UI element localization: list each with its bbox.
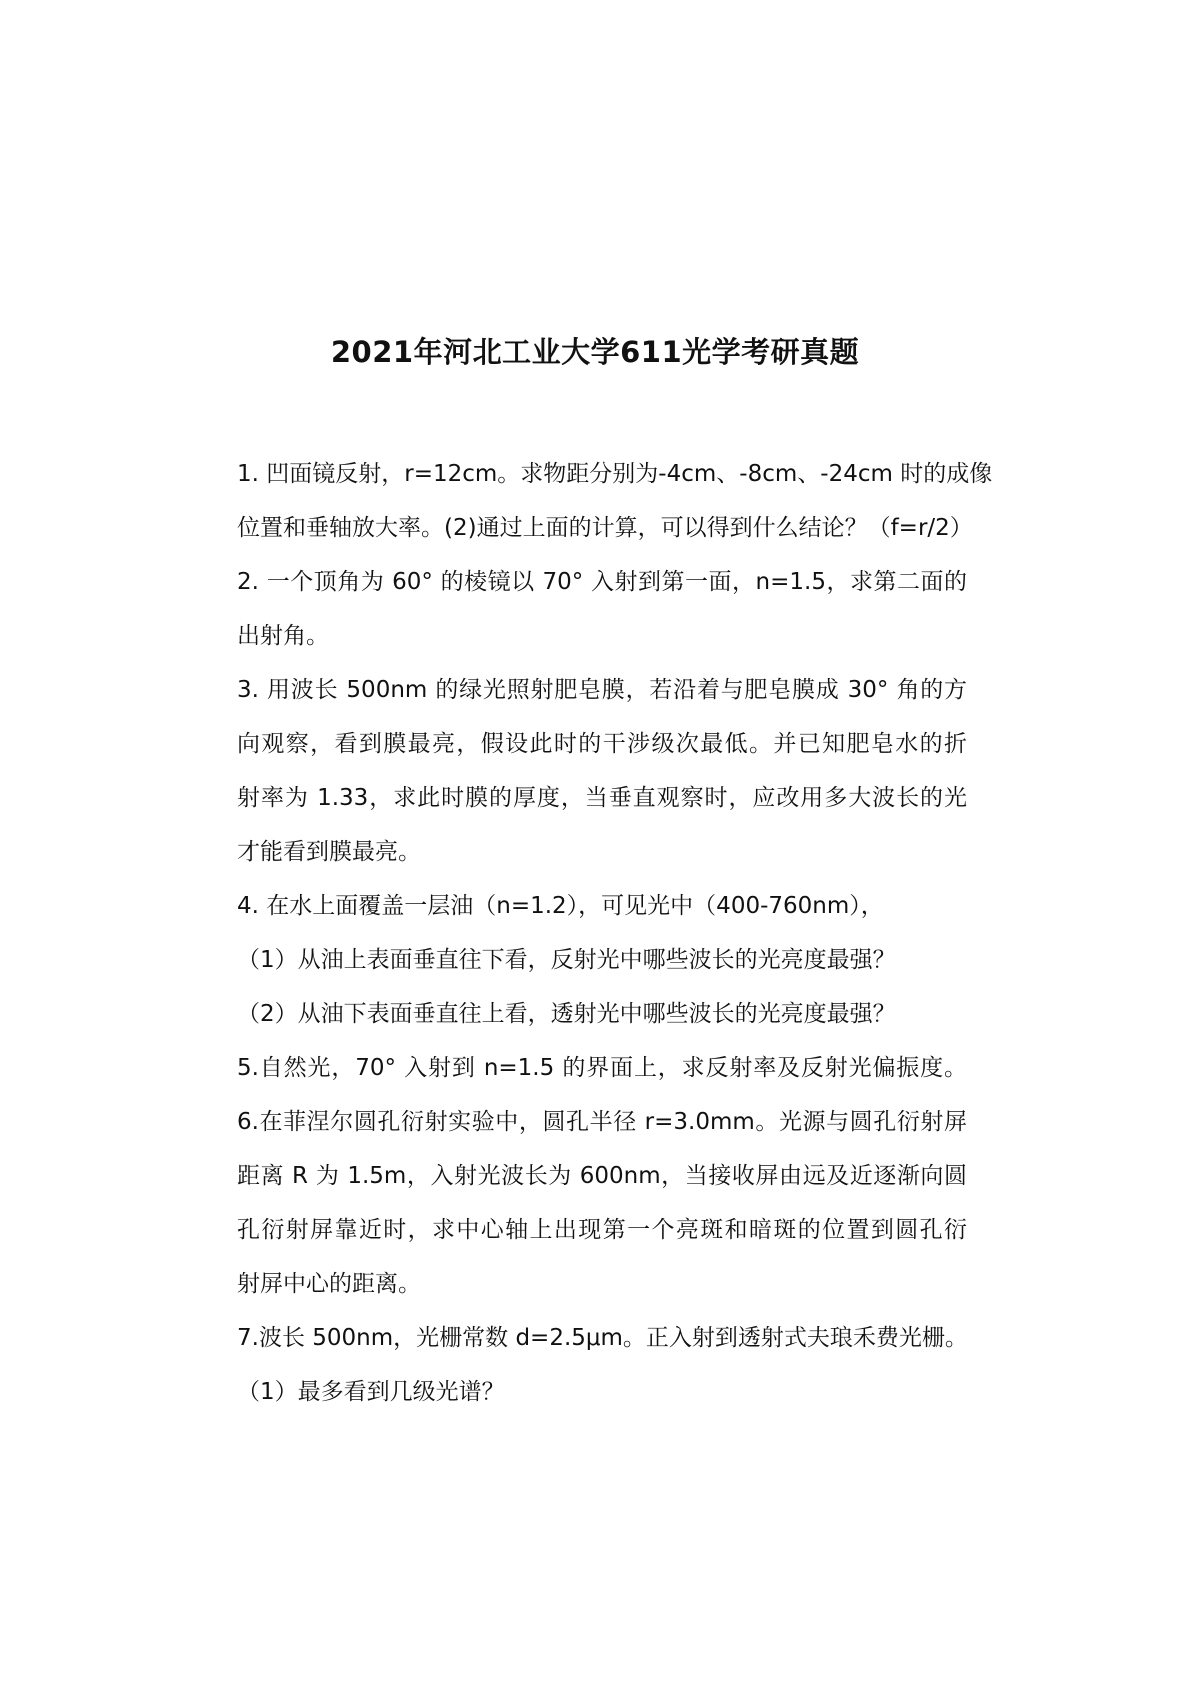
question-3-line-4: 才能看到膜最亮。 [237,839,421,865]
question-2-line-2: 出射角。 [237,623,329,649]
question-7-part-1: （1）最多看到几级光谱？ [237,1379,505,1405]
question-4-line-1: 4. 在水上面覆盖一层油（n=1.2），可见光中（400-760nm）， [237,893,884,919]
question-3-line-2: 向观察，看到膜最亮，假设此时的干涉级次最低。并已知肥皂水的折 [237,731,967,757]
question-3-line-3: 射率为 1.33，求此时膜的厚度，当垂直观察时，应改用多大波长的光 [237,785,967,811]
document-title: 2021年河北工业大学611光学考研真题 [330,335,860,369]
question-2-line-1: 2. 一个顶角为 60° 的棱镜以 70° 入射到第一面，n=1.5，求第二面的 [237,569,967,595]
question-5-line-1: 5.自然光，70° 入射到 n=1.5 的界面上，求反射率及反射光偏振度。 [237,1055,967,1081]
question-6-line-3: 孔衍射屏靠近时，求中心轴上出现第一个亮斑和暗斑的位置到圆孔衍 [237,1217,967,1243]
question-4-part-1: （1）从油上表面垂直往下看，反射光中哪些波长的光亮度最强？ [237,947,896,973]
question-1-line-2: 位置和垂轴放大率。(2)通过上面的计算，可以得到什么结论？（f=r/2） [237,515,973,541]
document-body [237,447,993,1419]
question-6-line-1: 6.在菲涅尔圆孔衍射实验中，圆孔半径 r=3.0mm。光源与圆孔衍射屏 [237,1109,967,1135]
question-3-line-1: 3. 用波长 500nm 的绿光照射肥皂膜，若沿着与肥皂膜成 30° 角的方 [237,677,967,703]
question-4-part-2: （2）从油下表面垂直往上看，透射光中哪些波长的光亮度最强？ [237,1001,896,1027]
question-6-line-2: 距离 R 为 1.5m，入射光波长为 600nm，当接收屏由远及近逐渐向圆 [237,1163,967,1189]
question-1-line-1: 1. 凹面镜反射，r=12cm。求物距分别为-4cm、-8cm、-24cm 时的成像 [237,461,993,487]
question-7-line-1: 7.波长 500nm，光栅常数 d=2.5μm。正入射到透射式夫琅禾费光栅。 [237,1325,968,1351]
question-6-line-4: 射屏中心的距离。 [237,1271,421,1297]
